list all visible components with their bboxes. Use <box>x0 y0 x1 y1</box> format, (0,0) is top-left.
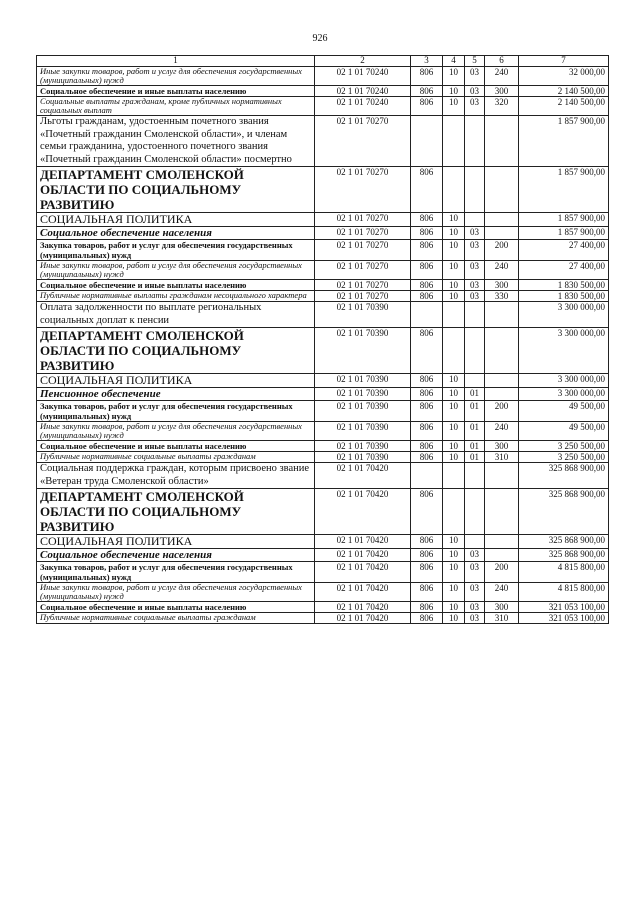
section-code-cell <box>443 116 465 167</box>
target-article-cell: 02 1 01 70390 <box>315 328 411 374</box>
amount-cell: 325 868 900,00 <box>519 535 609 549</box>
column-header: 2 <box>315 56 411 67</box>
expense-type-cell <box>485 535 519 549</box>
target-article-cell: 02 1 01 70390 <box>315 441 411 452</box>
section-code-cell: 10 <box>443 562 465 583</box>
table-row <box>37 261 609 280</box>
table-row <box>37 291 609 302</box>
target-article-cell: 02 1 01 70420 <box>315 613 411 624</box>
expense-type-cell: 300 <box>485 86 519 97</box>
table-row <box>37 328 609 374</box>
amount-cell: 1 857 900,00 <box>519 213 609 227</box>
subsection-code-cell <box>465 489 485 535</box>
department-code-cell: 806 <box>411 86 443 97</box>
department-code-cell: 806 <box>411 388 443 401</box>
department-code-cell: 806 <box>411 261 443 280</box>
table-row <box>37 302 609 328</box>
section-code-cell: 10 <box>443 549 465 562</box>
expense-type-cell <box>485 549 519 562</box>
target-article-cell: 02 1 01 70420 <box>315 562 411 583</box>
expense-type-cell: 240 <box>485 67 519 86</box>
target-article-cell: 02 1 01 70270 <box>315 116 411 167</box>
target-article-cell: 02 1 01 70270 <box>315 240 411 261</box>
expense-type-cell: 320 <box>485 97 519 116</box>
row-name-cell: Социальное обеспечение и иные выплаты населению <box>37 86 315 97</box>
subsection-code-cell: 03 <box>465 291 485 302</box>
subsection-code-cell: 01 <box>465 441 485 452</box>
expense-type-cell: 240 <box>485 261 519 280</box>
amount-cell: 3 300 000,00 <box>519 374 609 388</box>
target-article-cell: 02 1 01 70270 <box>315 227 411 240</box>
subsection-code-cell: 03 <box>465 261 485 280</box>
row-name-cell: Социальное обеспечение и иные выплаты населению <box>37 441 315 452</box>
amount-cell: 49 500,00 <box>519 422 609 441</box>
department-code-cell <box>411 116 443 167</box>
subsection-code-cell <box>465 167 485 213</box>
expense-type-cell: 200 <box>485 240 519 261</box>
table-row <box>37 213 609 227</box>
amount-cell: 2 140 500,00 <box>519 97 609 116</box>
department-code-cell: 806 <box>411 452 443 463</box>
table-row <box>37 602 609 613</box>
amount-cell: 27 400,00 <box>519 261 609 280</box>
row-name-cell: Льготы гражданам, удостоенным почетного звания «Почетный гражданин Смоленской области», и членам семьи гражданина, удостоенного почетного звания «Почетный гражданин Смоленской области» посмертно <box>37 116 315 167</box>
target-article-cell: 02 1 01 70270 <box>315 167 411 213</box>
amount-cell: 49 500,00 <box>519 401 609 422</box>
column-header: 5 <box>465 56 485 67</box>
amount-cell: 4 815 800,00 <box>519 562 609 583</box>
row-name-cell: СОЦИАЛЬНАЯ ПОЛИТИКА <box>37 535 315 549</box>
section-code-cell: 10 <box>443 535 465 549</box>
table-row <box>37 67 609 86</box>
amount-cell: 3 250 500,00 <box>519 441 609 452</box>
department-code-cell: 806 <box>411 67 443 86</box>
table-row <box>37 549 609 562</box>
target-article-cell: 02 1 01 70390 <box>315 401 411 422</box>
target-article-cell: 02 1 01 70420 <box>315 535 411 549</box>
expense-type-cell <box>485 302 519 328</box>
expense-type-cell <box>485 167 519 213</box>
subsection-code-cell <box>465 374 485 388</box>
section-code-cell <box>443 463 465 489</box>
department-code-cell: 806 <box>411 549 443 562</box>
department-code-cell <box>411 302 443 328</box>
subsection-code-cell <box>465 302 485 328</box>
department-code-cell: 806 <box>411 422 443 441</box>
table-row <box>37 535 609 549</box>
target-article-cell: 02 1 01 70390 <box>315 422 411 441</box>
row-name-cell: ДЕПАРТАМЕНТ СМОЛЕНСКОЙ ОБЛАСТИ ПО СОЦИАЛЬНОМУ РАЗВИТИЮ <box>37 167 315 213</box>
row-name-cell: Социальное обеспечение населения <box>37 227 315 240</box>
section-code-cell: 10 <box>443 240 465 261</box>
expense-type-cell: 200 <box>485 562 519 583</box>
expense-type-cell <box>485 227 519 240</box>
target-article-cell: 02 1 01 70420 <box>315 549 411 562</box>
section-code-cell: 10 <box>443 422 465 441</box>
amount-cell: 325 868 900,00 <box>519 463 609 489</box>
table-row <box>37 489 609 535</box>
expense-type-cell <box>485 489 519 535</box>
subsection-code-cell: 03 <box>465 97 485 116</box>
budget-table <box>36 55 609 624</box>
row-name-cell: ДЕПАРТАМЕНТ СМОЛЕНСКОЙ ОБЛАСТИ ПО СОЦИАЛЬНОМУ РАЗВИТИЮ <box>37 328 315 374</box>
amount-cell: 1 857 900,00 <box>519 167 609 213</box>
expense-type-cell: 200 <box>485 401 519 422</box>
table-row <box>37 388 609 401</box>
table-row <box>37 97 609 116</box>
expense-type-cell <box>485 388 519 401</box>
row-name-cell: Закупка товаров, работ и услуг для обеспечения государственных (муниципальных) нужд <box>37 401 315 422</box>
amount-cell: 325 868 900,00 <box>519 489 609 535</box>
subsection-code-cell <box>465 463 485 489</box>
target-article-cell: 02 1 01 70390 <box>315 374 411 388</box>
subsection-code-cell: 03 <box>465 227 485 240</box>
subsection-code-cell: 03 <box>465 86 485 97</box>
amount-cell: 321 053 100,00 <box>519 613 609 624</box>
table-row <box>37 240 609 261</box>
department-code-cell: 806 <box>411 489 443 535</box>
row-name-cell: Иные закупки товаров, работ и услуг для обеспечения государственных (муниципальных) нужд <box>37 261 315 280</box>
section-code-cell: 10 <box>443 374 465 388</box>
row-name-cell: Закупка товаров, работ и услуг для обеспечения государственных (муниципальных) нужд <box>37 562 315 583</box>
table-row <box>37 452 609 463</box>
department-code-cell: 806 <box>411 328 443 374</box>
subsection-code-cell: 01 <box>465 422 485 441</box>
row-name-cell: Иные закупки товаров, работ и услуг для обеспечения государственных (муниципальных) нужд <box>37 583 315 602</box>
subsection-code-cell: 03 <box>465 602 485 613</box>
section-code-cell: 10 <box>443 441 465 452</box>
section-code-cell: 10 <box>443 213 465 227</box>
subsection-code-cell: 03 <box>465 67 485 86</box>
target-article-cell: 02 1 01 70240 <box>315 86 411 97</box>
expense-type-cell: 330 <box>485 291 519 302</box>
row-name-cell: Закупка товаров, работ и услуг для обеспечения государственных (муниципальных) нужд <box>37 240 315 261</box>
row-name-cell: Публичные нормативные социальные выплаты гражданам <box>37 452 315 463</box>
department-code-cell: 806 <box>411 227 443 240</box>
section-code-cell: 10 <box>443 602 465 613</box>
expense-type-cell: 240 <box>485 422 519 441</box>
expense-type-cell <box>485 374 519 388</box>
subsection-code-cell: 03 <box>465 562 485 583</box>
subsection-code-cell: 03 <box>465 613 485 624</box>
table-body <box>37 67 609 624</box>
row-name-cell: Публичные нормативные выплаты гражданам несоциального характера <box>37 291 315 302</box>
department-code-cell: 806 <box>411 240 443 261</box>
target-article-cell: 02 1 01 70420 <box>315 602 411 613</box>
subsection-code-cell: 01 <box>465 388 485 401</box>
table-row <box>37 374 609 388</box>
department-code-cell <box>411 463 443 489</box>
amount-cell: 32 000,00 <box>519 67 609 86</box>
department-code-cell: 806 <box>411 97 443 116</box>
section-code-cell: 10 <box>443 613 465 624</box>
target-article-cell: 02 1 01 70270 <box>315 213 411 227</box>
row-name-cell: Пенсионное обеспечение <box>37 388 315 401</box>
table-row <box>37 401 609 422</box>
expense-type-cell: 240 <box>485 583 519 602</box>
column-header: 4 <box>443 56 465 67</box>
expense-type-cell: 300 <box>485 280 519 291</box>
target-article-cell: 02 1 01 70390 <box>315 388 411 401</box>
target-article-cell: 02 1 01 70420 <box>315 463 411 489</box>
row-name-cell: Оплата задолженности по выплате региональных социальных доплат к пенсии <box>37 302 315 328</box>
subsection-code-cell: 03 <box>465 280 485 291</box>
department-code-cell: 806 <box>411 401 443 422</box>
target-article-cell: 02 1 01 70270 <box>315 280 411 291</box>
target-article-cell: 02 1 01 70420 <box>315 583 411 602</box>
table-row <box>37 583 609 602</box>
target-article-cell: 02 1 01 70420 <box>315 489 411 535</box>
column-header: 7 <box>519 56 609 67</box>
table-row <box>37 280 609 291</box>
expense-type-cell <box>485 328 519 374</box>
row-name-cell: Социальные выплаты гражданам, кроме публичных нормативных социальных выплат <box>37 97 315 116</box>
expense-type-cell: 310 <box>485 613 519 624</box>
subsection-code-cell <box>465 535 485 549</box>
section-code-cell: 10 <box>443 97 465 116</box>
department-code-cell: 806 <box>411 291 443 302</box>
amount-cell: 3 300 000,00 <box>519 328 609 374</box>
target-article-cell: 02 1 01 70390 <box>315 302 411 328</box>
subsection-code-cell <box>465 213 485 227</box>
row-name-cell: Иные закупки товаров, работ и услуг для обеспечения государственных (муниципальных) нужд <box>37 67 315 86</box>
table-row <box>37 167 609 213</box>
expense-type-cell: 310 <box>485 452 519 463</box>
page-number: 926 <box>312 33 328 44</box>
section-code-cell: 10 <box>443 388 465 401</box>
section-code-cell: 10 <box>443 583 465 602</box>
row-name-cell: ДЕПАРТАМЕНТ СМОЛЕНСКОЙ ОБЛАСТИ ПО СОЦИАЛЬНОМУ РАЗВИТИЮ <box>37 489 315 535</box>
department-code-cell: 806 <box>411 583 443 602</box>
row-name-cell: Иные закупки товаров, работ и услуг для обеспечения государственных (муниципальных) нужд <box>37 422 315 441</box>
expense-type-cell <box>485 463 519 489</box>
department-code-cell: 806 <box>411 602 443 613</box>
table-row <box>37 116 609 167</box>
section-code-cell: 10 <box>443 86 465 97</box>
target-article-cell: 02 1 01 70240 <box>315 67 411 86</box>
amount-cell: 27 400,00 <box>519 240 609 261</box>
column-header: 3 <box>411 56 443 67</box>
department-code-cell: 806 <box>411 441 443 452</box>
column-header: 1 <box>37 56 315 67</box>
expense-type-cell: 300 <box>485 441 519 452</box>
amount-cell: 4 815 800,00 <box>519 583 609 602</box>
section-code-cell: 10 <box>443 291 465 302</box>
section-code-cell <box>443 167 465 213</box>
expense-type-cell <box>485 116 519 167</box>
amount-cell: 1 830 500,00 <box>519 280 609 291</box>
row-name-cell: Социальное обеспечение населения <box>37 549 315 562</box>
section-code-cell <box>443 489 465 535</box>
column-header: 6 <box>485 56 519 67</box>
section-code-cell: 10 <box>443 401 465 422</box>
section-code-cell <box>443 328 465 374</box>
target-article-cell: 02 1 01 70390 <box>315 452 411 463</box>
department-code-cell: 806 <box>411 167 443 213</box>
amount-cell: 2 140 500,00 <box>519 86 609 97</box>
expense-type-cell <box>485 213 519 227</box>
department-code-cell: 806 <box>411 280 443 291</box>
table-row <box>37 463 609 489</box>
subsection-code-cell <box>465 328 485 374</box>
department-code-cell: 806 <box>411 374 443 388</box>
table-row <box>37 613 609 624</box>
section-code-cell <box>443 302 465 328</box>
amount-cell: 1 830 500,00 <box>519 291 609 302</box>
table-row <box>37 227 609 240</box>
table-row <box>37 86 609 97</box>
row-name-cell: Социальное обеспечение и иные выплаты населению <box>37 602 315 613</box>
department-code-cell: 806 <box>411 562 443 583</box>
amount-cell: 321 053 100,00 <box>519 602 609 613</box>
target-article-cell: 02 1 01 70270 <box>315 261 411 280</box>
column-number-row <box>37 56 609 67</box>
amount-cell: 3 300 000,00 <box>519 302 609 328</box>
expense-type-cell: 300 <box>485 602 519 613</box>
amount-cell: 3 300 000,00 <box>519 388 609 401</box>
department-code-cell: 806 <box>411 613 443 624</box>
subsection-code-cell: 01 <box>465 401 485 422</box>
table-row <box>37 422 609 441</box>
target-article-cell: 02 1 01 70270 <box>315 291 411 302</box>
amount-cell: 1 857 900,00 <box>519 227 609 240</box>
section-code-cell: 10 <box>443 280 465 291</box>
row-name-cell: СОЦИАЛЬНАЯ ПОЛИТИКА <box>37 213 315 227</box>
row-name-cell: Публичные нормативные социальные выплаты гражданам <box>37 613 315 624</box>
department-code-cell: 806 <box>411 213 443 227</box>
amount-cell: 325 868 900,00 <box>519 549 609 562</box>
section-code-cell: 10 <box>443 67 465 86</box>
target-article-cell: 02 1 01 70240 <box>315 97 411 116</box>
row-name-cell: Социальное обеспечение и иные выплаты населению <box>37 280 315 291</box>
subsection-code-cell: 03 <box>465 549 485 562</box>
table-row <box>37 441 609 452</box>
section-code-cell: 10 <box>443 261 465 280</box>
amount-cell: 3 250 500,00 <box>519 452 609 463</box>
section-code-cell: 10 <box>443 227 465 240</box>
row-name-cell: СОЦИАЛЬНАЯ ПОЛИТИКА <box>37 374 315 388</box>
section-code-cell: 10 <box>443 452 465 463</box>
table-row <box>37 562 609 583</box>
row-name-cell: Социальная поддержка граждан, которым присвоено звание «Ветеран труда Смоленской области» <box>37 463 315 489</box>
subsection-code-cell: 03 <box>465 240 485 261</box>
subsection-code-cell: 03 <box>465 583 485 602</box>
subsection-code-cell: 01 <box>465 452 485 463</box>
subsection-code-cell <box>465 116 485 167</box>
department-code-cell: 806 <box>411 535 443 549</box>
amount-cell: 1 857 900,00 <box>519 116 609 167</box>
